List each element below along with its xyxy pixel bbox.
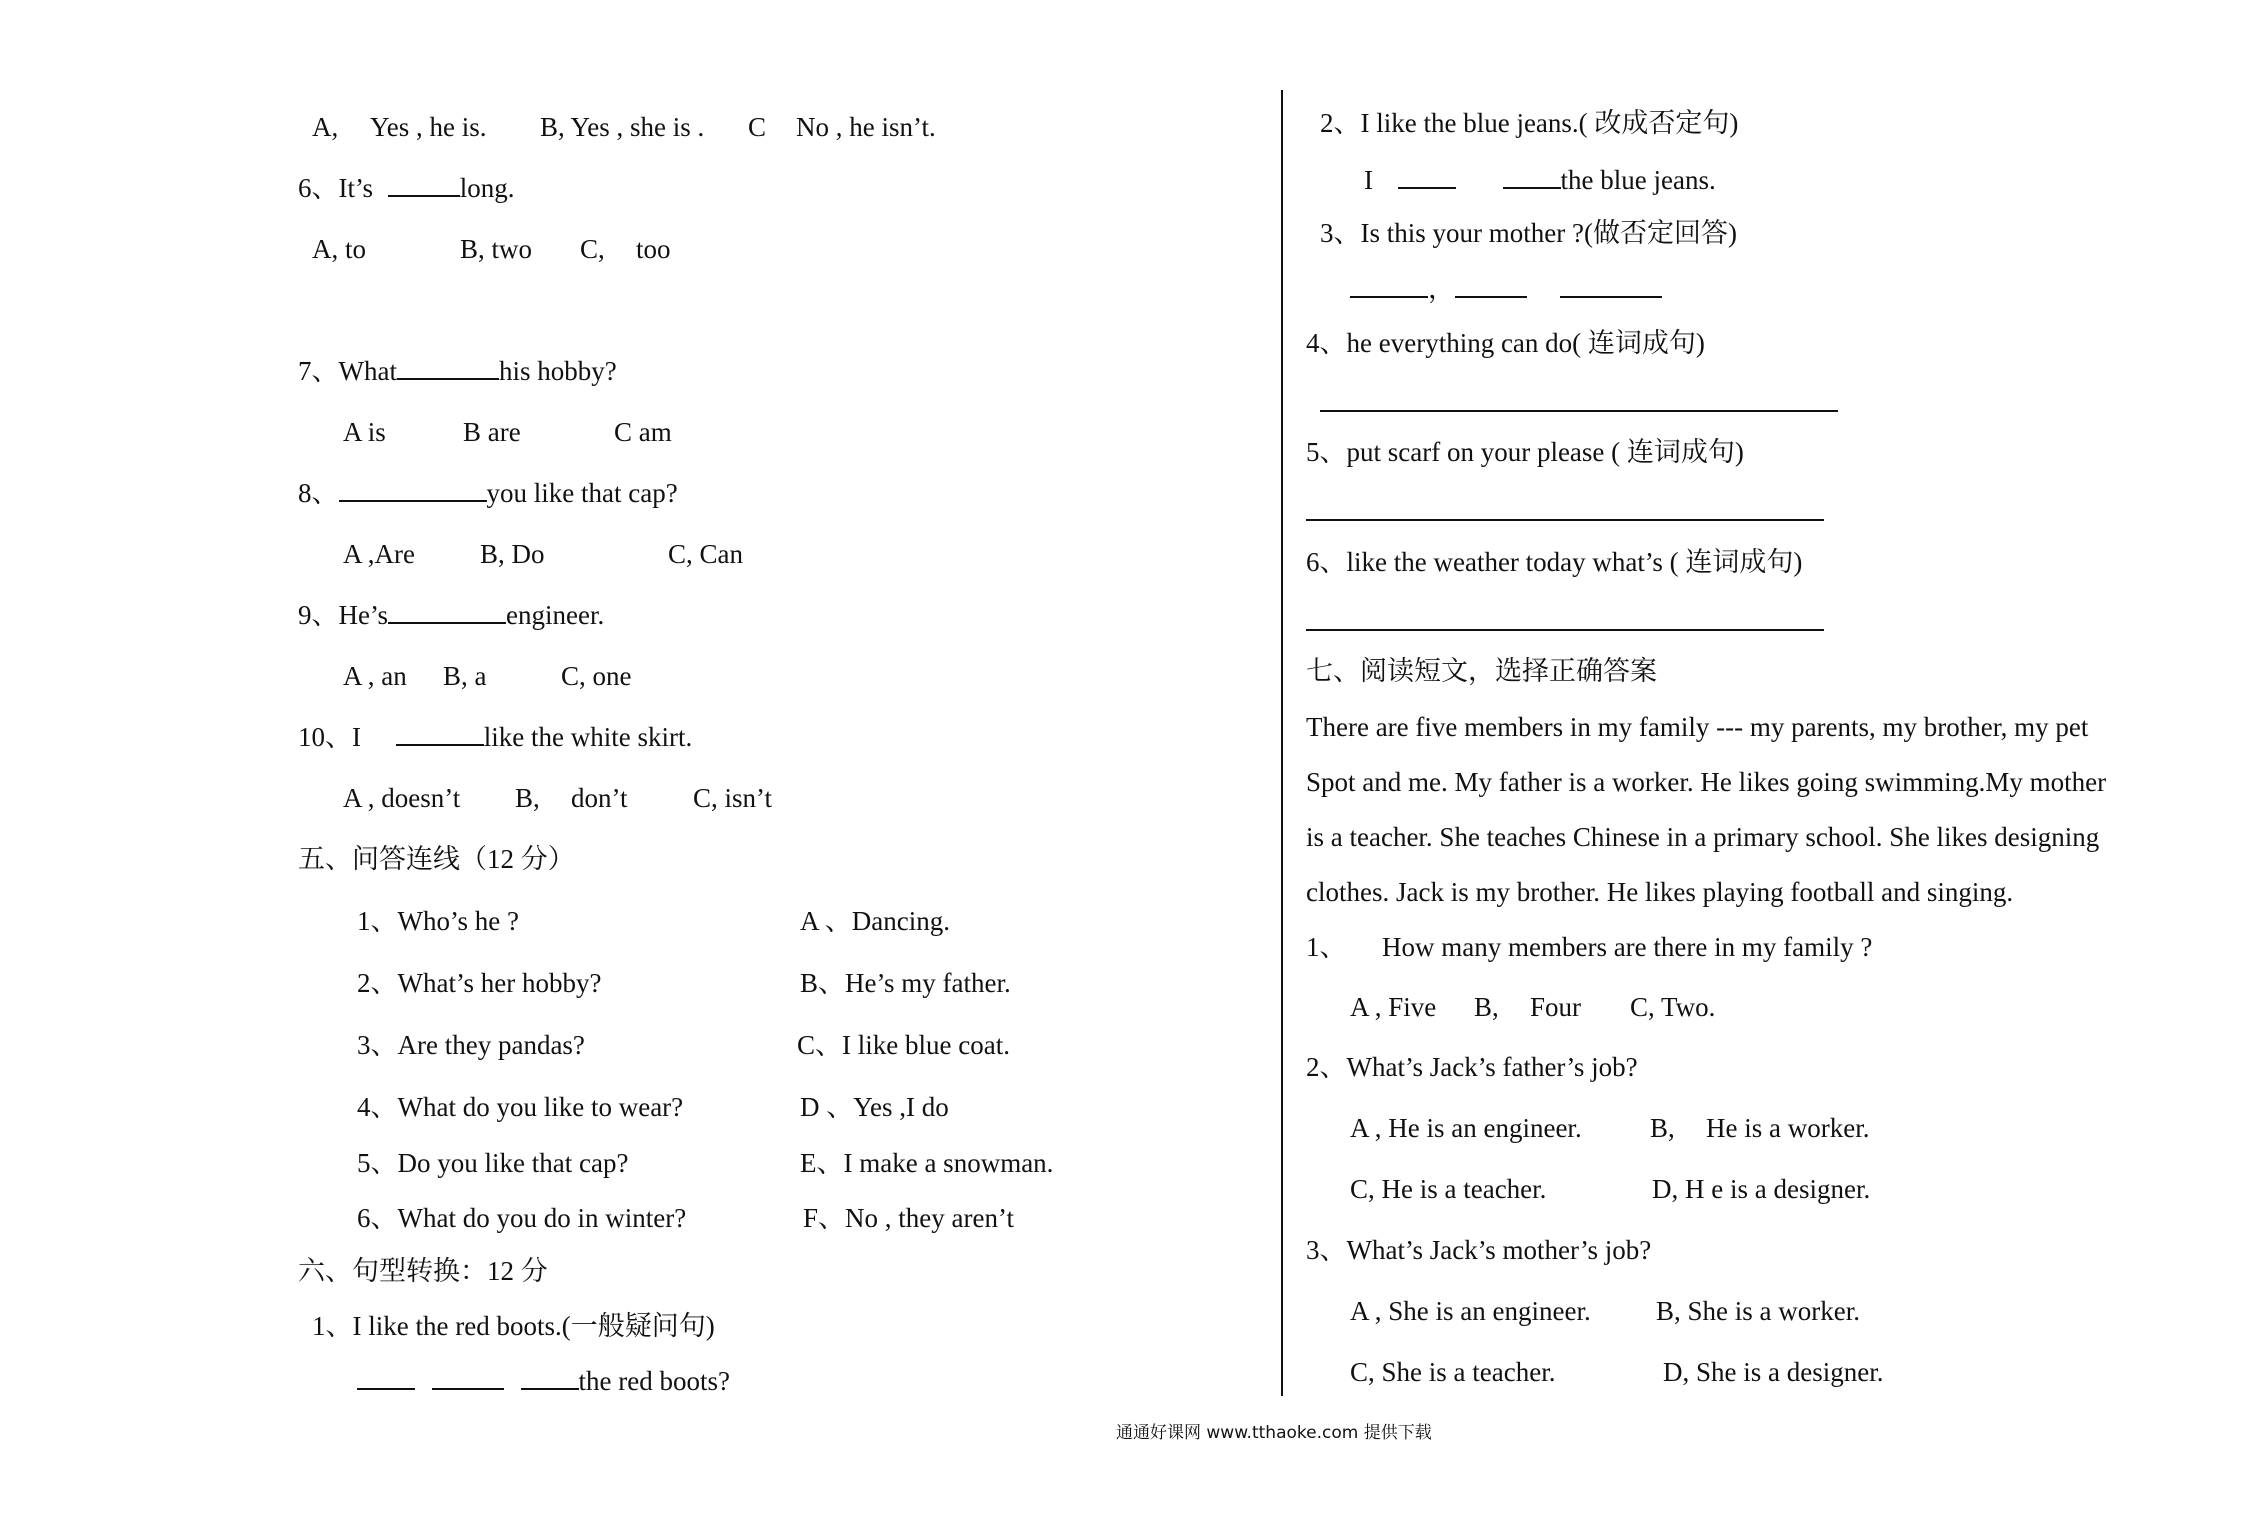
reading-question-2: 2、What’s Jack’s father’s job? [1306, 1052, 1638, 1082]
option-c: C am [614, 417, 672, 447]
option-b: B, Do [480, 539, 545, 569]
option-c: C, He is a teacher. [1350, 1174, 1547, 1204]
question-10 [298, 720, 692, 754]
option-a-text: Yes , he is. [370, 112, 487, 142]
option-b: B, She is a worker. [1656, 1296, 1860, 1326]
answer-blank[interactable] [357, 1366, 415, 1390]
option-a: A is [343, 417, 386, 447]
answer-text: the blue jeans. [1560, 165, 1716, 195]
option-a: A, [312, 112, 339, 142]
option-b-text: Four [1530, 992, 1582, 1022]
answer-blank[interactable] [1350, 274, 1428, 298]
answer-line[interactable] [1320, 410, 1838, 412]
answer-blank[interactable] [1503, 165, 1561, 189]
option-c: C, one [561, 661, 632, 691]
question-text: his hobby? [498, 356, 617, 386]
answer-blank[interactable] [396, 722, 484, 746]
match-right-b: B、He’s my father. [800, 968, 1011, 998]
option-c-text: too [636, 234, 671, 264]
section-6-question-4: 4、he everything can do( 连词成句) [1306, 328, 1705, 358]
option-c: C [748, 112, 767, 142]
option-b: B, a [443, 661, 487, 691]
option-d: D, H e is a designer. [1652, 1174, 1871, 1204]
match-left-1: 1、Who’s he ? [357, 906, 519, 936]
section-7-title: 七、阅读短文，选择正确答案 [1306, 656, 1657, 686]
option-a: A, to [312, 234, 366, 264]
reading-question-3: 3、What’s Jack’s mother’s job? [1306, 1235, 1652, 1265]
match-left-5: 5、Do you like that cap? [357, 1148, 629, 1178]
option-a: A ,Are [343, 539, 415, 569]
option-c: C, Two. [1630, 992, 1716, 1022]
option-b-text: He is a worker. [1706, 1113, 1870, 1143]
question-text: 6、It’s [298, 173, 374, 203]
match-right-e: E、I make a snowman. [800, 1148, 1054, 1178]
section-6-question-5: 5、put scarf on your please ( 连词成句) [1306, 437, 1744, 467]
section-6-question-2: 2、I like the blue jeans.( 改成否定句) [1320, 108, 1739, 138]
question-text: 8、 [298, 478, 339, 508]
section-6-answer-2 [1364, 163, 1716, 197]
option-b: B are [463, 417, 521, 447]
option-a: A , He is an engineer. [1350, 1113, 1582, 1143]
answer-blank[interactable] [388, 173, 460, 197]
footer-source: 通通好课网 www.tthaoke.com 提供下载 [1116, 1423, 1432, 1443]
section-6-question-6: 6、like the weather today what’s ( 连词成句) [1306, 547, 1803, 577]
answer-blank[interactable] [339, 478, 487, 502]
option-b: B, two [460, 234, 533, 264]
answer-blank[interactable] [388, 600, 506, 624]
section-6-title: 六、句型转换：12 分 [298, 1256, 548, 1286]
question-text: How many members are there in my family ? [1382, 932, 1873, 962]
passage-line: Spot and me. My father is a worker. He likes going swimming.My mother [1306, 767, 2107, 797]
answer-blank[interactable] [1455, 274, 1527, 298]
passage-line: clothes. Jack is my brother. He likes playing football and singing. [1306, 877, 2014, 907]
column-divider [1281, 90, 1283, 1396]
question-text: long. [459, 173, 515, 203]
answer-blank[interactable] [1398, 165, 1456, 189]
option-c: C, Can [668, 539, 744, 569]
section-6-question-3: 3、Is this your mother ?(做否定回答) [1320, 218, 1737, 248]
answer-blank[interactable] [1560, 274, 1662, 298]
answer-blank[interactable] [397, 356, 499, 380]
answer-text: the red boots? [578, 1366, 730, 1396]
option-a: A , doesn’t [343, 783, 461, 813]
section-6-answer-1 [357, 1364, 730, 1398]
answer-blank[interactable] [521, 1366, 579, 1390]
passage-line: is a teacher. She teaches Chinese in a primary school. She likes designing [1306, 822, 2100, 852]
answer-text: I [1364, 165, 1373, 195]
section-6-answer-3 [1350, 272, 1662, 306]
option-c: C, isn’t [693, 783, 773, 813]
question-text: like the white skirt. [483, 722, 693, 752]
answer-line[interactable] [1306, 519, 1824, 521]
question-text: 10、I [298, 722, 361, 752]
section-5-title: 五、问答连线（12 分） [298, 844, 575, 874]
question-text: you like that cap? [486, 478, 678, 508]
option-a: A , She is an engineer. [1350, 1296, 1591, 1326]
option-b-text: don’t [571, 783, 628, 813]
question-text: 7、What [298, 356, 397, 386]
match-right-d: D 、Yes ,I do [800, 1092, 949, 1122]
match-left-2: 2、What’s her hobby? [357, 968, 602, 998]
option-c: C, [580, 234, 605, 264]
question-text: 9、He’s [298, 600, 388, 630]
question-6 [298, 171, 515, 205]
match-left-3: 3、Are they pandas? [357, 1030, 585, 1060]
answer-blank[interactable] [432, 1366, 504, 1390]
question-8 [298, 476, 678, 510]
option-a: A , an [343, 661, 407, 691]
match-right-c: C、I like blue coat. [797, 1030, 1010, 1060]
option-b: B, Yes , she is . [540, 112, 705, 142]
option-b: B, [515, 783, 540, 813]
option-a: A , Five [1350, 992, 1437, 1022]
section-6-question-1: 1、I like the red boots.(一般疑问句) [312, 1311, 715, 1341]
option-b: B, [1474, 992, 1499, 1022]
question-9 [298, 598, 604, 632]
passage-line: There are five members in my family --- my parents, my brother, my pet [1306, 712, 2089, 742]
option-c: C, She is a teacher. [1350, 1357, 1556, 1387]
option-d: D, She is a designer. [1663, 1357, 1884, 1387]
question-7 [298, 354, 617, 388]
option-c-text: No , he isn’t. [796, 112, 936, 142]
match-right-f: F、No , they aren’t [803, 1203, 1014, 1233]
option-b: B, [1650, 1113, 1675, 1143]
question-number: 1、 [1306, 932, 1347, 962]
answer-line[interactable] [1306, 629, 1824, 631]
match-left-4: 4、What do you like to wear? [357, 1092, 684, 1122]
match-left-6: 6、What do you do in winter? [357, 1203, 687, 1233]
match-right-a: A 、Dancing. [800, 906, 950, 936]
comma: ， [1428, 274, 1455, 304]
question-text: engineer. [506, 600, 605, 630]
